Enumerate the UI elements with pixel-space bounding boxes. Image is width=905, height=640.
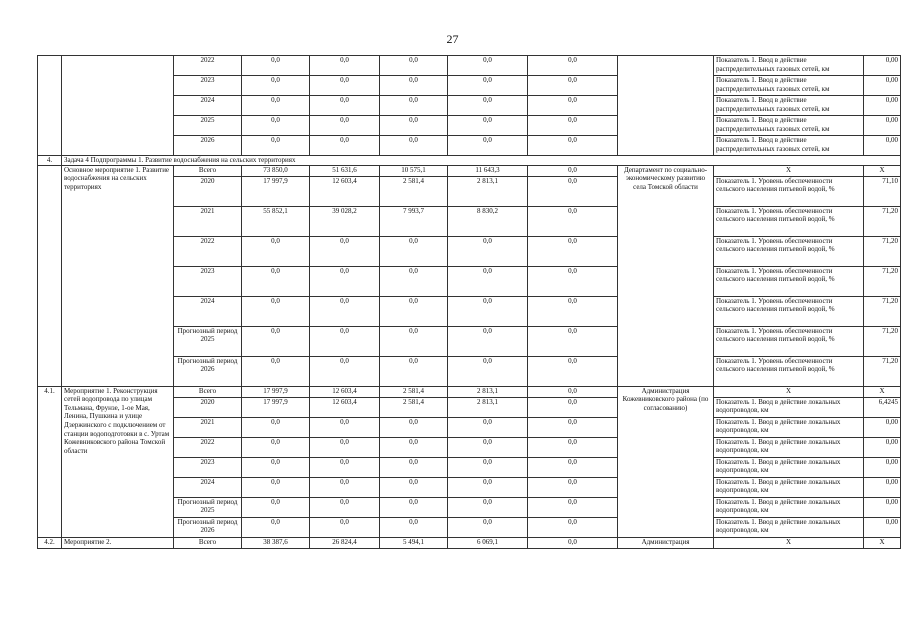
indicator-cell: Показатель 1. Уровень обеспеченности сельского населения питьевой водой, %	[714, 266, 864, 296]
target-cell: 0,00	[864, 76, 901, 96]
value-cell: 0,0	[310, 56, 380, 76]
value-cell: 0,0	[242, 236, 310, 266]
value-cell: 0,0	[380, 76, 448, 96]
value-cell: 0,0	[242, 517, 310, 537]
value-cell: 0,0	[448, 236, 528, 266]
value-cell: 0,0	[448, 116, 528, 136]
value-cell: 0,0	[528, 397, 618, 417]
value-cell: 0,0	[448, 326, 528, 356]
value-cell: 0,0	[242, 417, 310, 437]
indicator-cell: Х	[714, 386, 864, 397]
year-cell: 2020	[174, 176, 242, 206]
value-cell: 0,0	[242, 477, 310, 497]
indicator-cell: Показатель 1. Ввод в действие локальных водопроводов, км	[714, 497, 864, 517]
value-cell: 0,0	[310, 266, 380, 296]
executor-cell: Администрация	[618, 537, 714, 548]
year-cell: 2022	[174, 236, 242, 266]
value-cell: 0,0	[448, 266, 528, 296]
value-cell: 0,0	[528, 76, 618, 96]
target-cell: 0,00	[864, 56, 901, 76]
value-cell: 5 494,1	[380, 537, 448, 548]
value-cell: 8 830,2	[448, 206, 528, 236]
value-cell: 0,0	[310, 296, 380, 326]
year-cell: 2023	[174, 76, 242, 96]
task-title: Задача 4 Подпрограммы 1. Развитие водоснабжения на сельских территориях	[62, 156, 901, 166]
target-cell: 0,00	[864, 417, 901, 437]
value-cell: 11 643,3	[448, 165, 528, 176]
value-cell: 0,0	[380, 56, 448, 76]
value-cell: 0,0	[380, 356, 448, 386]
indicator-cell: Показатель 1. Ввод в действие распределительных газовых сетей, км	[714, 136, 864, 156]
value-cell: 0,0	[242, 96, 310, 116]
value-cell: 0,0	[380, 136, 448, 156]
value-cell: 2 581,4	[380, 176, 448, 206]
value-cell: 12 603,4	[310, 397, 380, 417]
indicator-cell: Показатель 1. Ввод в действие локальных водопроводов, км	[714, 477, 864, 497]
value-cell: 0,0	[310, 76, 380, 96]
indicator-cell: Показатель 1. Ввод в действие распределительных газовых сетей, км	[714, 96, 864, 116]
indicator-cell: Показатель 1. Уровень обеспеченности сельского населения питьевой водой, %	[714, 296, 864, 326]
year-cell: Прогнозный период 2025	[174, 497, 242, 517]
year-cell: Всего	[174, 165, 242, 176]
value-cell: 0,0	[528, 136, 618, 156]
value-cell: 0,0	[310, 116, 380, 136]
value-cell: 2 813,1	[448, 176, 528, 206]
table-row	[38, 386, 901, 397]
year-cell: 2024	[174, 296, 242, 326]
target-cell: 0,00	[864, 457, 901, 477]
indicator-cell: Показатель 1. Уровень обеспеченности сельского населения питьевой водой, %	[714, 176, 864, 206]
event-name: Мероприятие 2.	[62, 537, 174, 548]
value-cell: 0,0	[528, 477, 618, 497]
value-cell: 0,0	[310, 326, 380, 356]
value-cell: 10 575,1	[380, 165, 448, 176]
value-cell: 0,0	[310, 477, 380, 497]
name-cell	[62, 56, 174, 156]
value-cell: 17 997,9	[242, 386, 310, 397]
value-cell: 2 813,1	[448, 386, 528, 397]
value-cell: 0,0	[242, 497, 310, 517]
value-cell: 0,0	[310, 417, 380, 437]
value-cell: 2 581,4	[380, 386, 448, 397]
value-cell: 0,0	[310, 437, 380, 457]
num-cell	[38, 165, 62, 386]
value-cell: 0,0	[380, 517, 448, 537]
value-cell: 0,0	[448, 76, 528, 96]
target-cell: 6,4245	[864, 397, 901, 417]
year-cell: 2026	[174, 136, 242, 156]
executor-cell: Департамент по социально-экономическому развитию села Томской области	[618, 165, 714, 386]
value-cell: 0,0	[528, 165, 618, 176]
value-cell: 0,0	[380, 437, 448, 457]
indicator-cell: Показатель 1. Ввод в действие локальных водопроводов, км	[714, 417, 864, 437]
year-cell: Прогнозный период 2026	[174, 517, 242, 537]
year-cell: 2022	[174, 437, 242, 457]
value-cell: 0,0	[380, 457, 448, 477]
value-cell: 0,0	[528, 236, 618, 266]
task-number: 4.	[38, 156, 62, 166]
value-cell: 0,0	[242, 116, 310, 136]
value-cell: 0,0	[528, 417, 618, 437]
value-cell: 0,0	[528, 96, 618, 116]
year-cell: Прогнозный период 2025	[174, 326, 242, 356]
indicator-cell: Показатель 1. Уровень обеспеченности сельского населения питьевой водой, %	[714, 356, 864, 386]
value-cell: 0,0	[528, 56, 618, 76]
program-table	[37, 55, 901, 549]
page-number: 27	[446, 32, 459, 46]
indicator-cell: Показатель 1. Ввод в действие локальных водопроводов, км	[714, 437, 864, 457]
target-cell: 71,20	[864, 206, 901, 236]
value-cell: 0,0	[380, 236, 448, 266]
event-name: Мероприятие 1. Реконструкция сетей водопровода по улицам Тельмана, Фрунзе, 1-ое Мая, Ленина, Пушкина и улице Дзержинского с подключением от станции водоподготовки в с. Уртам Кожевниковского района Томской области	[62, 386, 174, 537]
year-cell: Всего	[174, 386, 242, 397]
indicator-cell: Показатель 1. Ввод в действие распределительных газовых сетей, км	[714, 56, 864, 76]
executor-cell	[618, 56, 714, 156]
value-cell: 55 852,1	[242, 206, 310, 236]
target-cell: 71,10	[864, 176, 901, 206]
indicator-cell: Показатель 1. Уровень обеспеченности сельского населения питьевой водой, %	[714, 236, 864, 266]
year-cell: Всего	[174, 537, 242, 548]
value-cell: 0,0	[310, 517, 380, 537]
table-body	[38, 56, 901, 549]
value-cell: 0,0	[448, 437, 528, 457]
value-cell: 0,0	[380, 326, 448, 356]
year-cell: 2021	[174, 417, 242, 437]
year-cell: 2023	[174, 266, 242, 296]
target-cell: 71,20	[864, 266, 901, 296]
executor-cell: Администрация Кожевниковского района (по согласованию)	[618, 386, 714, 537]
value-cell: 0,0	[448, 417, 528, 437]
target-cell: Х	[864, 537, 901, 548]
value-cell: 6 069,1	[448, 537, 528, 548]
value-cell: 0,0	[528, 326, 618, 356]
value-cell: 17 997,9	[242, 397, 310, 417]
target-cell: Х	[864, 386, 901, 397]
value-cell: 0,0	[448, 296, 528, 326]
event-number: 4.1.	[38, 386, 62, 537]
target-cell: 0,00	[864, 437, 901, 457]
event-number: 4.2.	[38, 537, 62, 548]
target-cell: 71,20	[864, 326, 901, 356]
value-cell: 0,0	[528, 497, 618, 517]
value-cell: 0,0	[310, 457, 380, 477]
value-cell: 7 993,7	[380, 206, 448, 236]
target-cell: 0,00	[864, 517, 901, 537]
value-cell: 0,0	[528, 537, 618, 548]
value-cell: 0,0	[528, 296, 618, 326]
value-cell: 0,0	[380, 266, 448, 296]
value-cell: 0,0	[448, 356, 528, 386]
value-cell: 0,0	[528, 517, 618, 537]
value-cell: 39 028,2	[310, 206, 380, 236]
value-cell: 0,0	[448, 56, 528, 76]
indicator-cell: Х	[714, 165, 864, 176]
target-cell: 0,00	[864, 116, 901, 136]
value-cell: 12 603,4	[310, 176, 380, 206]
table-row	[38, 156, 901, 166]
year-cell: 2025	[174, 116, 242, 136]
value-cell: 2 581,4	[380, 397, 448, 417]
value-cell: 0,0	[242, 356, 310, 386]
target-cell: 71,20	[864, 356, 901, 386]
value-cell: 0,0	[528, 356, 618, 386]
num-cell	[38, 56, 62, 156]
value-cell: 0,0	[448, 517, 528, 537]
value-cell: 17 997,9	[242, 176, 310, 206]
target-cell: 0,00	[864, 477, 901, 497]
value-cell: 0,0	[448, 477, 528, 497]
value-cell: 0,0	[310, 136, 380, 156]
year-cell: 2021	[174, 206, 242, 236]
year-cell: 2024	[174, 477, 242, 497]
value-cell: 0,0	[448, 497, 528, 517]
value-cell: 0,0	[380, 96, 448, 116]
year-cell: 2023	[174, 457, 242, 477]
value-cell: 0,0	[380, 296, 448, 326]
target-cell: 71,20	[864, 296, 901, 326]
value-cell: 0,0	[448, 96, 528, 116]
value-cell: 38 387,6	[242, 537, 310, 548]
value-cell: 0,0	[242, 136, 310, 156]
table-row	[38, 165, 901, 176]
value-cell: 0,0	[310, 356, 380, 386]
value-cell: 0,0	[242, 457, 310, 477]
value-cell: 0,0	[528, 176, 618, 206]
value-cell: 0,0	[380, 477, 448, 497]
value-cell: 0,0	[528, 386, 618, 397]
value-cell: 0,0	[380, 116, 448, 136]
table-row	[38, 56, 901, 76]
value-cell: 0,0	[242, 296, 310, 326]
value-cell: 0,0	[242, 437, 310, 457]
value-cell: 0,0	[528, 206, 618, 236]
value-cell: 0,0	[380, 417, 448, 437]
value-cell: 0,0	[242, 266, 310, 296]
indicator-cell: Показатель 1. Уровень обеспеченности сельского населения питьевой водой, %	[714, 206, 864, 236]
target-cell: Х	[864, 165, 901, 176]
indicator-cell: Показатель 1. Ввод в действие локальных водопроводов, км	[714, 397, 864, 417]
indicator-cell: Показатель 1. Ввод в действие локальных водопроводов, км	[714, 457, 864, 477]
value-cell: 0,0	[380, 497, 448, 517]
value-cell: 0,0	[448, 457, 528, 477]
value-cell: 73 850,0	[242, 165, 310, 176]
value-cell: 2 813,1	[448, 397, 528, 417]
value-cell: 0,0	[310, 497, 380, 517]
year-cell: 2022	[174, 56, 242, 76]
target-cell: 0,00	[864, 136, 901, 156]
value-cell: 0,0	[310, 96, 380, 116]
year-cell: Прогнозный период 2026	[174, 356, 242, 386]
indicator-cell: Х	[714, 537, 864, 548]
value-cell: 0,0	[310, 236, 380, 266]
target-cell: 0,00	[864, 96, 901, 116]
value-cell: 0,0	[528, 457, 618, 477]
event-name: Основное мероприятие 1. Развитие водоснабжения на сельских территориях	[62, 165, 174, 386]
indicator-cell: Показатель 1. Ввод в действие распределительных газовых сетей, км	[714, 76, 864, 96]
value-cell: 0,0	[448, 136, 528, 156]
indicator-cell: Показатель 1. Уровень обеспеченности сельского населения питьевой водой, %	[714, 326, 864, 356]
table-row	[38, 537, 901, 548]
indicator-cell: Показатель 1. Ввод в действие распределительных газовых сетей, км	[714, 116, 864, 136]
value-cell: 51 631,6	[310, 165, 380, 176]
value-cell: 0,0	[242, 56, 310, 76]
indicator-cell: Показатель 1. Ввод в действие локальных водопроводов, км	[714, 517, 864, 537]
value-cell: 26 824,4	[310, 537, 380, 548]
value-cell: 0,0	[242, 326, 310, 356]
value-cell: 0,0	[242, 76, 310, 96]
year-cell: 2024	[174, 96, 242, 116]
value-cell: 12 603,4	[310, 386, 380, 397]
value-cell: 0,0	[528, 266, 618, 296]
value-cell: 0,0	[528, 116, 618, 136]
target-cell: 71,20	[864, 236, 901, 266]
year-cell: 2020	[174, 397, 242, 417]
target-cell: 0,00	[864, 497, 901, 517]
value-cell: 0,0	[528, 437, 618, 457]
